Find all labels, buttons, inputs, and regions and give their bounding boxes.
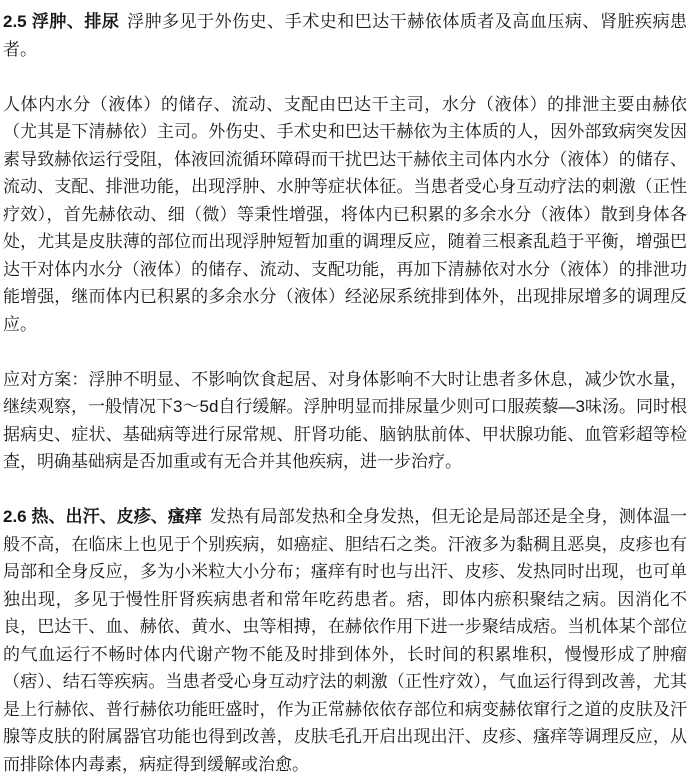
section-heading-2-5: 2.5 浮肿、排尿 [3, 12, 120, 31]
paragraph-text: 发热有局部发热和全身发热，但无论是局部还是全身，测体温一般不高，在临床上也见于个别疾病，如癌症、胆结石之类。汗液多为黏稠且恶臭，皮疹也有局部和全身反应，多为小米粒大小分布；瘙痒有时也与出汗、皮疹、发热同时出现，也可单独出现，多见于慢性肝肾疾病患者和常年吃药患者。痞，即体内瘀积聚结之病。因消化不良，巴达干、血、赫依、黄水、虫等相搏，在赫依作用下进一步聚结成痞。当机体某个部位的气血运行不畅时体内代谢产物不能及时排到体外，长时间的积累堆积，慢慢形成了肿瘤（痞）、结石等疾病。当患者受心身互动疗法的刺激（正性疗效），气血运行得到改善，尤其是上行赫依、普行赫依功能旺盛时，作为正常赫依依存部位和病变赫依窜行之道的皮肤及汗腺等皮肤的附属器官功能也得到改善，皮肤毛孔开启出现出汗、皮疹、瘙痒等调理反应，从而排除体内毒素，病症得到缓解或治愈。 [3, 507, 687, 774]
section-2-6-paragraph [3, 503, 687, 778]
paragraph-text: 浮肿多见于外伤史、手术史和巴达干赫依体质者及高血压病、肾脏疾病患者。 [3, 12, 687, 59]
section-2-5-intro-paragraph [3, 8, 687, 63]
section-heading-2-6: 2.6 热、出汗、皮疹、瘙痒 [3, 507, 202, 526]
paragraph-text: 人体内水分（液体）的储存、流动、支配由巴达干主司，水分（液体）的排泄主要由赫依（尤其是下清赫依）主司。外伤史、手术史和巴达干赫依为主体质的人，因外部致病突发因素导致赫依运行受阻，体液回流循环障碍而干扰巴达干赫依主司体内水分（液体）的储存、流动、支配、排泄功能，出现浮肿、水肿等症状体征。当患者受心身互动疗法的刺激（正性疗效），首先赫依动、细（微）等秉性增强，将体内已积累的多余水分（液体）散到身体各处，尤其是皮肤薄的部位而出现浮肿短暂加重的调理反应，随着三根紊乱趋于平衡，增强巴达干对体内水分（液体）的储存、流动、支配功能，再加下清赫依对水分（液体）的排泄功能增强，继而体内已积累的多余水分（液体）经泌尿系统排到体外，出现排尿增多的调理反应。 [3, 94, 687, 334]
section-2-5-mechanism-paragraph [3, 91, 687, 339]
paragraph-text: 应对方案：浮肿不明显、不影响饮食起居、对身体影响不大时让患者多休息，减少饮水量，继续观察，一般情况下3～5d自行缓解。浮肿明显而排尿量少则可口服蒺藜—3味汤。同时根据病史、症状、基础病等进行尿常规、肝肾功能、脑钠肽前体、甲状腺功能、血管彩超等检查，明确基础病是否加重或有无合并其他疾病，进一步治疗。 [3, 369, 687, 471]
section-2-5-response-plan-paragraph [3, 366, 687, 476]
